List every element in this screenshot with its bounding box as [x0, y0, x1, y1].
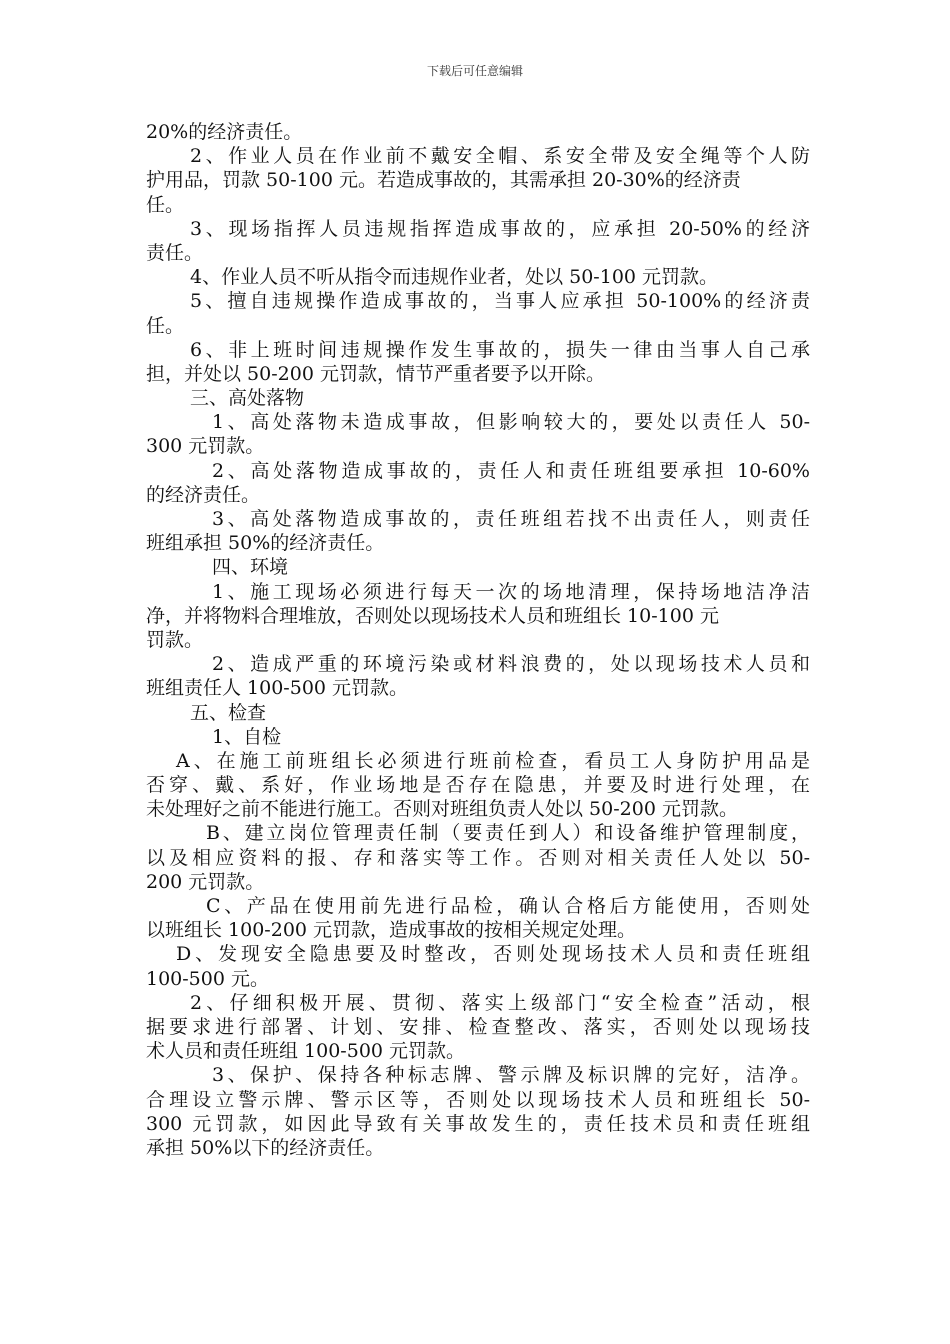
text-line: 1、高处落物未造成事故，但影响较大的，要处以责任人 50-: [212, 411, 810, 434]
text-line: 护用品，罚款 50-100 元。若造成事故的，其需承担 20-30%的经济责: [146, 169, 741, 192]
text-line: 罚款。: [146, 628, 204, 651]
text-line: 20%的经济责任。: [146, 121, 303, 143]
text-line: 四、环境: [212, 556, 289, 579]
text-line: 200 元罚款。: [146, 870, 265, 893]
text-line: 以及相应资料的报、存和落实等工作。否则对相关责任人处以 50-: [146, 846, 810, 869]
text-line: 担，并处以 50-200 元罚款，情节严重者要予以开除。: [146, 362, 605, 385]
text-line: A、在施工前班组长必须进行班前检查，看员工人身防护用品是: [176, 749, 810, 772]
text-line: 2、高处落物造成事故的，责任人和责任班组要承担 10-60%: [212, 459, 810, 482]
text-line: 300 元罚款，如因此导致有关事故发生的，责任技术员和责任班组: [146, 1112, 810, 1135]
text-line: 2、仔细积极开展、贯彻、落实上级部门“安全检查”活动，根: [190, 991, 810, 1014]
text-line: 任。: [146, 314, 185, 337]
text-line: 据要求进行部署、计划、安排、检查整改、落实，否则处以现场技: [146, 1015, 810, 1038]
text-line: 术人员和责任班组 100-500 元罚款。: [146, 1040, 466, 1063]
text-line: 五、检查: [190, 701, 267, 724]
text-line: D、发现安全隐患要及时整改，否则处现场技术人员和责任班组: [176, 943, 810, 966]
text-line: 1、施工现场必须进行每天一次的场地清理，保持场地洁净洁: [212, 580, 810, 603]
text-line: 3、保护、保持各种标志牌、警示牌及标识牌的完好，洁净。: [212, 1064, 810, 1087]
text-line: 3、高处落物造成事故的，责任班组若找不出责任人，则责任: [212, 508, 810, 530]
text-line: 净，并将物料合理堆放，否则处以现场技术人员和班组长 10-100 元: [146, 604, 719, 627]
text-line: 100-500 元。: [146, 967, 269, 990]
text-line: 否穿、戴、系好，作业场地是否存在隐患，并要及时进行处理，在: [146, 774, 810, 797]
text-line: 4、作业人员不听从指令而违规作业者，处以 50-100 元罚款。: [190, 266, 719, 289]
page-header: 下载后可任意编辑: [426, 64, 523, 78]
text-line: 6、非上班时间违规操作发生事故的，损失一律由当事人自己承: [190, 338, 810, 361]
text-line: 合理设立警示牌、警示区等，否则处以现场技术人员和班组长 50-: [146, 1088, 810, 1111]
text-line: 三、高处落物: [190, 387, 305, 410]
text-line: 300 元罚款。: [146, 435, 265, 458]
text-line: 5、擅自违规操作造成事故的，当事人应承担 50-100%的经济责: [190, 290, 810, 313]
text-line: 2、作业人员在作业前不戴安全帽、系安全带及安全绳等个人防: [190, 145, 810, 168]
text-line: 1、自检: [212, 725, 282, 748]
text-line: 3、现场指挥人员违规指挥造成事故的，应承担 20-50%的经济: [190, 217, 810, 240]
text-line: 承担 50%以下的经济责任。: [146, 1136, 385, 1159]
text-line: 未处理好之前不能进行施工。否则对班组负责人处以 50-200 元罚款。: [146, 798, 738, 821]
text-line: 的经济责任。: [146, 483, 261, 506]
text-line: C、产品在使用前先进行品检，确认合格后方能使用，否则处: [206, 895, 810, 917]
text-line: 以班组长 100-200 元罚款，造成事故的按相关规定处理。: [146, 919, 637, 942]
text-line: 任。: [146, 193, 185, 216]
text-line: 班组责任人 100-500 元罚款。: [146, 677, 409, 700]
text-line: B、建立岗位管理责任制（要责任到人）和设备维护管理制度，: [206, 822, 810, 845]
text-line: 2、造成严重的环境污染或材料浪费的，处以现场技术人员和: [212, 653, 810, 676]
document-body: [146, 120, 810, 1160]
text-line: 班组承担 50%的经济责任。: [146, 532, 385, 555]
text-line: 责任。: [146, 241, 204, 264]
